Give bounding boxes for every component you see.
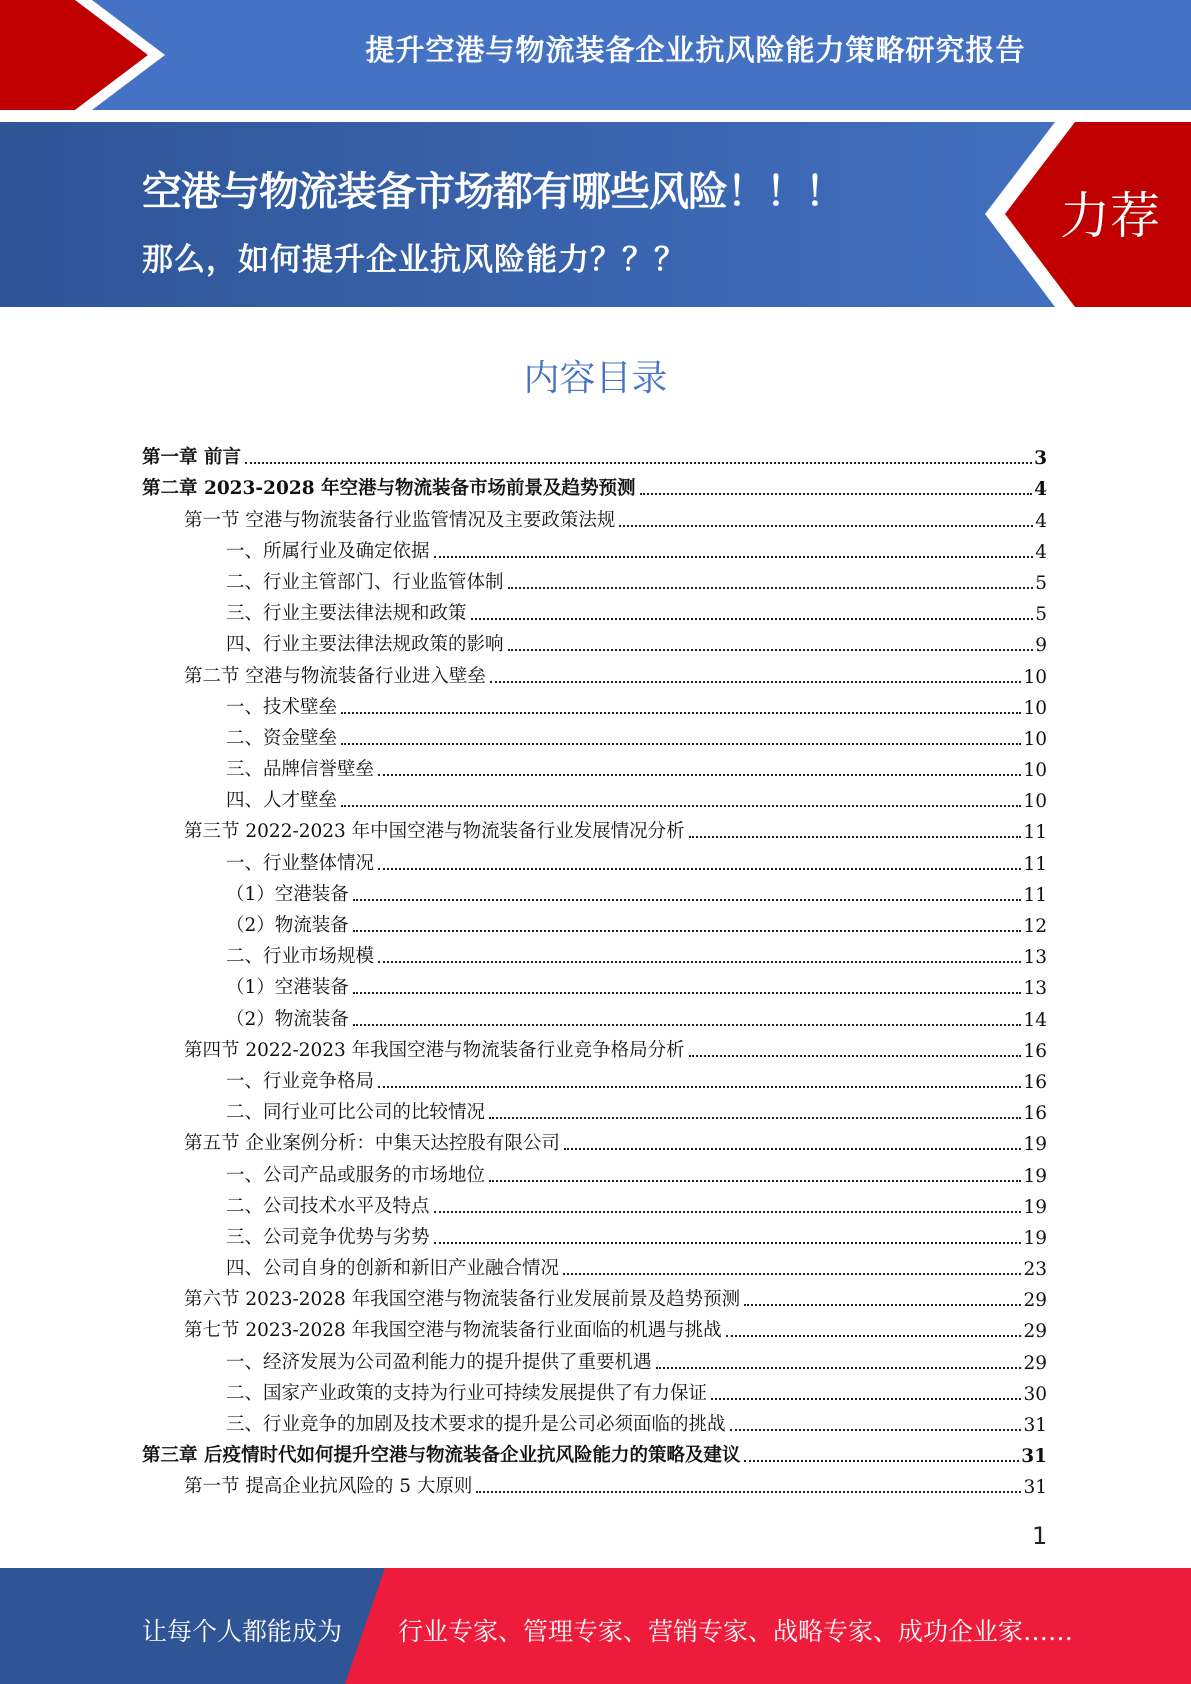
toc-leader-dots (471, 617, 1034, 620)
toc-leader-dots (378, 867, 1021, 870)
toc-entry-title: 第一节 空港与物流装备行业监管情况及主要政策法规 (184, 509, 616, 531)
table-of-contents (142, 438, 1047, 1498)
toc-entry-title: 第三节 2022-2023 年中国空港与物流装备行业发展情况分析 (184, 821, 685, 843)
toc-entry-title: 第二章 2023-2028 年空港与物流装备市场前景及趋势预测 (142, 478, 636, 500)
toc-leader-dots (353, 991, 1022, 994)
toc-entry-page: 29 (1023, 1321, 1047, 1343)
toc-entry[interactable] (142, 1124, 1047, 1155)
toc-entry[interactable] (142, 563, 1047, 594)
page-number: 1 (1032, 1522, 1048, 1550)
toc-entry-title: 三、品牌信誉壁垒 (226, 759, 375, 781)
toc-entry-page: 4 (1035, 510, 1047, 532)
toc-entry-title: （1）空港装备 (226, 883, 349, 905)
toc-entry-title: 第二节 空港与物流装备行业进入壁垒 (184, 665, 486, 687)
toc-entry[interactable] (142, 719, 1047, 750)
toc-entry[interactable] (142, 1467, 1047, 1498)
footer-slogan-left: 让每个人都能成为 (142, 1617, 343, 1646)
toc-entry-page: 16 (1023, 1071, 1047, 1093)
toc-entry[interactable] (142, 1342, 1047, 1373)
toc-leader-dots (378, 773, 1021, 776)
toc-leader-dots (378, 1085, 1021, 1088)
toc-leader-dots (508, 586, 1034, 589)
toc-entry-page: 16 (1023, 1040, 1047, 1062)
toc-entry[interactable] (142, 1218, 1047, 1249)
toc-entry[interactable] (142, 906, 1047, 937)
toc-entry[interactable] (142, 750, 1047, 781)
toc-entry[interactable] (142, 1280, 1047, 1311)
toc-entry-title: 第一章 前言 (142, 447, 241, 469)
toc-entry-page: 10 (1023, 666, 1047, 688)
toc-entry-page: 12 (1023, 916, 1047, 937)
toc-entry-page: 5 (1035, 604, 1047, 626)
toc-entry-page: 11 (1023, 884, 1047, 906)
toc-entry[interactable] (142, 937, 1047, 968)
toc-entry-title: 第四节 2022-2023 年我国空港与物流装备行业竞争格局分析 (184, 1039, 685, 1061)
toc-leader-dots (434, 555, 1034, 558)
hero-subheadline: 那么，如何提升企业抗风险能力？？？ (142, 242, 686, 278)
toc-leader-dots (656, 1366, 1022, 1369)
toc-leader-dots (378, 960, 1021, 963)
toc-leader-dots (489, 1116, 1021, 1119)
toc-entry[interactable] (142, 625, 1047, 656)
toc-entry-title: 第六节 2023-2028 年我国空港与物流装备行业发展前景及趋势预测 (184, 1289, 741, 1311)
toc-entry-title: 三、行业主要法律法规和政策 (226, 603, 467, 625)
toc-leader-dots (353, 898, 1022, 901)
toc-entry-title: 四、行业主要法律法规政策的影响 (226, 634, 504, 656)
toc-entry-page: 14 (1023, 1009, 1047, 1031)
toc-entry-title: 一、行业整体情况 (226, 852, 375, 874)
toc-entry[interactable] (142, 500, 1047, 531)
toc-leader-dots (689, 1054, 1022, 1057)
toc-entry-title: 二、行业主管部门、行业监管体制 (226, 571, 504, 593)
toc-entry[interactable] (142, 656, 1047, 687)
toc-entry-page: 31 (1023, 1415, 1047, 1436)
toc-entry-page: 13 (1023, 947, 1047, 969)
toc-leader-dots (563, 1272, 1021, 1275)
toc-entry-page: 11 (1023, 853, 1047, 875)
toc-entry-title: 四、公司自身的创新和新旧产业融合情况 (226, 1258, 560, 1280)
toc-entry-page: 16 (1023, 1103, 1047, 1125)
toc-entry[interactable] (142, 532, 1047, 563)
toc-entry-title: 四、人才壁垒 (226, 790, 338, 812)
toc-entry-page: 3 (1034, 448, 1047, 470)
toc-entry-title: （2）物流装备 (226, 915, 349, 936)
toc-entry[interactable] (142, 1311, 1047, 1342)
toc-entry-title: 二、国家产业政策的支持为行业可持续发展提供了有力保证 (226, 1382, 708, 1404)
toc-leader-dots (341, 711, 1021, 714)
toc-leader-dots (640, 492, 1033, 495)
toc-leader-dots (744, 1459, 1019, 1462)
toc-entry-title: 二、资金壁垒 (226, 727, 338, 749)
toc-leader-dots (564, 1147, 1022, 1150)
toc-entry-title: 第三章 后疫情时代如何提升空港与物流装备企业抗风险能力的策略及建议 (142, 1445, 741, 1467)
toc-leader-dots (245, 461, 1032, 464)
toc-leader-dots (508, 648, 1034, 651)
toc-entry[interactable] (142, 594, 1047, 625)
toc-leader-dots (353, 1023, 1022, 1026)
toc-entry-page: 30 (1023, 1383, 1047, 1405)
toc-entry-page: 4 (1035, 541, 1047, 563)
top-banner (0, 0, 1191, 110)
report-title: 提升空港与物流装备企业抗风险能力策略研究报告 (365, 33, 1026, 67)
toc-entry-title: 一、所属行业及确定依据 (226, 540, 430, 562)
toc-entry[interactable] (142, 1187, 1047, 1218)
toc-entry[interactable] (142, 1405, 1047, 1436)
toc-entry-title: 二、同行业可比公司的比较情况 (226, 1102, 486, 1124)
hero-headline: 空港与物流装备市场都有哪些风险！！！ (142, 169, 844, 215)
toc-entry-title: 一、公司产品或服务的市场地位 (226, 1164, 486, 1186)
toc-entry-title: 第七节 2023-2028 年我国空港与物流装备行业面临的机遇与挑战 (184, 1320, 722, 1342)
toc-entry-page: 19 (1023, 1196, 1047, 1218)
toc-entry-title: 一、行业竞争格局 (226, 1070, 375, 1092)
toc-entry[interactable] (142, 875, 1047, 906)
toc-leader-dots (490, 680, 1022, 683)
toc-entry-page: 10 (1023, 760, 1047, 782)
toc-entry[interactable] (142, 1155, 1047, 1186)
toc-entry-title: 第一节 提高企业抗风险的 5 大原则 (184, 1476, 473, 1498)
toc-entry-page: 9 (1035, 635, 1047, 657)
toc-entry-page: 31 (1023, 1477, 1047, 1499)
toc-leader-dots (726, 1334, 1022, 1337)
toc-entry[interactable] (142, 438, 1047, 469)
toc-entry-page: 19 (1023, 1134, 1047, 1156)
toc-entry[interactable] (142, 843, 1047, 874)
toc-entry-page: 10 (1023, 728, 1047, 750)
toc-entry-page: 10 (1023, 697, 1047, 719)
toc-entry-title: 一、技术壁垒 (226, 696, 338, 718)
toc-entry[interactable] (142, 1436, 1047, 1467)
toc-entry-page: 31 (1021, 1446, 1047, 1468)
toc-entry-title: （1）空港装备 (226, 977, 349, 999)
toc-entry[interactable] (142, 1374, 1047, 1405)
toc-entry[interactable] (142, 1031, 1047, 1062)
toc-leader-dots (341, 804, 1021, 807)
toc-entry-page: 19 (1023, 1165, 1047, 1187)
toc-entry-title: 三、行业竞争的加剧及技术要求的提升是公司必须面临的挑战 (226, 1414, 726, 1435)
toc-entry-page: 4 (1034, 479, 1047, 501)
toc-entry[interactable] (142, 812, 1047, 843)
toc-entry[interactable] (142, 781, 1047, 812)
toc-leader-dots (434, 1241, 1022, 1244)
toc-leader-dots (711, 1397, 1021, 1400)
toc-entry-page: 29 (1023, 1290, 1047, 1312)
toc-entry[interactable] (142, 968, 1047, 999)
toc-entry-page: 5 (1035, 572, 1047, 594)
toc-entry-title: （2）物流装备 (226, 1008, 349, 1030)
toc-leader-dots (689, 835, 1022, 838)
toc-entry-page: 29 (1023, 1352, 1047, 1374)
toc-entry[interactable] (142, 1249, 1047, 1280)
toc-entry[interactable] (142, 999, 1047, 1030)
toc-entry-title: 三、公司竞争优势与劣势 (226, 1226, 430, 1248)
toc-entry[interactable] (142, 469, 1047, 500)
toc-entry-title: 二、公司技术水平及特点 (226, 1195, 430, 1217)
toc-entry-page: 13 (1023, 978, 1047, 1000)
footer-slogan-right: 行业专家、管理专家、营销专家、战略专家、成功企业家…… (398, 1617, 1074, 1646)
toc-leader-dots (489, 1179, 1021, 1182)
toc-heading: 内容目录 (523, 358, 668, 399)
toc-entry[interactable] (142, 1062, 1047, 1093)
toc-entry-page: 23 (1023, 1259, 1047, 1281)
recommend-badge: 力荐 (1060, 187, 1160, 245)
toc-entry-page: 11 (1023, 822, 1047, 844)
toc-entry-page: 10 (1023, 791, 1047, 813)
toc-leader-dots (730, 1428, 1022, 1431)
toc-entry-title: 第五节 企业案例分析：中集天达控股有限公司 (184, 1133, 560, 1155)
toc-entry[interactable] (142, 1093, 1047, 1124)
toc-leader-dots (341, 742, 1021, 745)
toc-entry-title: 二、行业市场规模 (226, 946, 375, 968)
toc-entry-page: 19 (1023, 1227, 1047, 1249)
toc-leader-dots (434, 1210, 1022, 1213)
toc-leader-dots (744, 1303, 1021, 1306)
toc-entry-title: 一、经济发展为公司盈利能力的提升提供了重要机遇 (226, 1351, 652, 1373)
toc-leader-dots (353, 929, 1022, 932)
toc-entry[interactable] (142, 688, 1047, 719)
toc-leader-dots (476, 1490, 1021, 1493)
toc-leader-dots (619, 524, 1033, 527)
